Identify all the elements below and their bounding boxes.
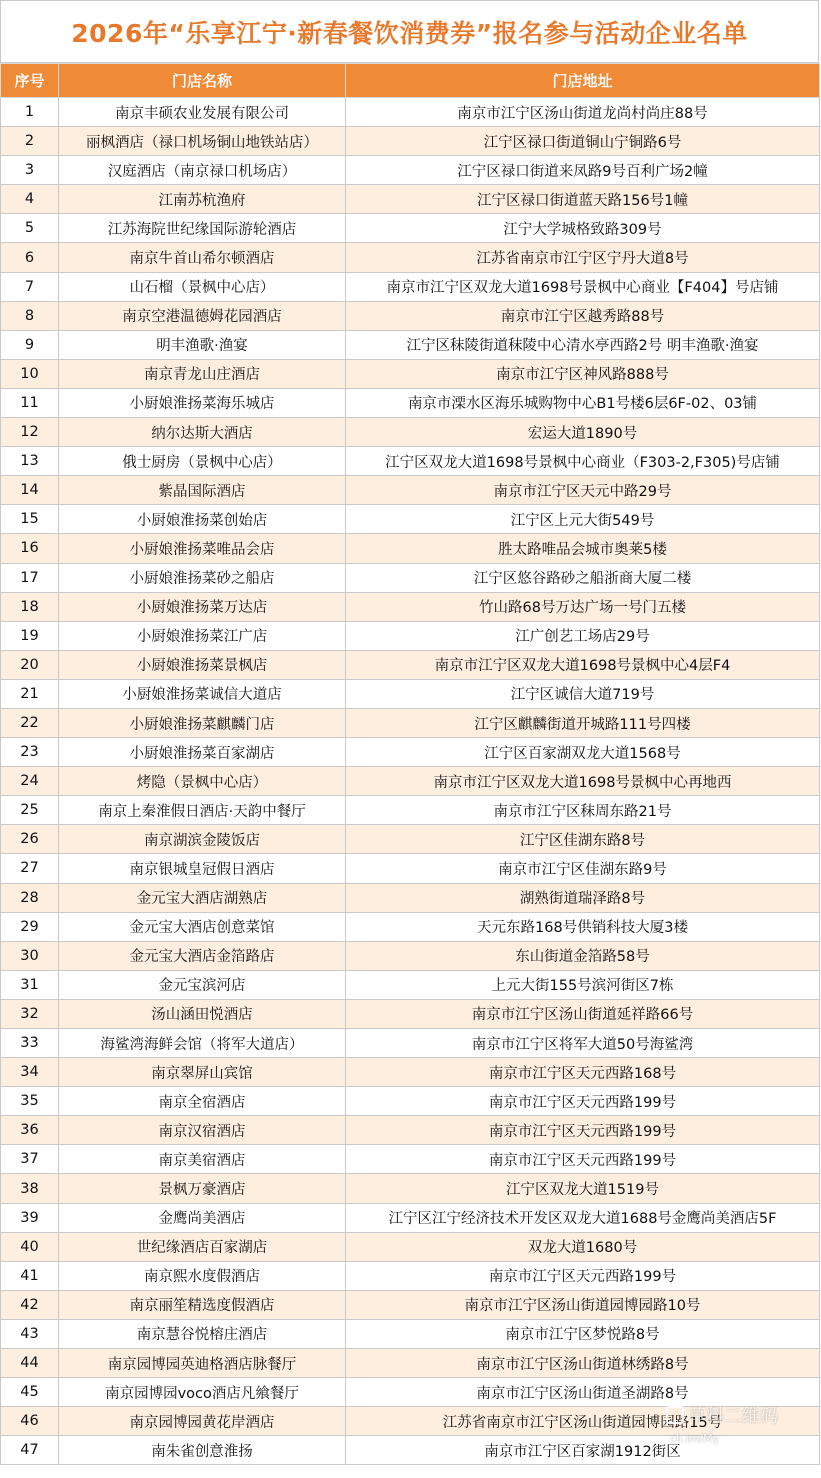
cell-no: 25 bbox=[1, 796, 59, 825]
cell-no: 3 bbox=[1, 156, 59, 185]
cell-store-address: 南京市江宁区百家湖1912街区 bbox=[346, 1436, 820, 1465]
cell-store-name: 汉庭酒店（南京禄口机场店） bbox=[59, 156, 346, 185]
cell-store-address: 江宁区江宁经济技术开发区双龙大道1688号金鹰尚美酒店5F bbox=[346, 1203, 820, 1232]
table-row bbox=[1, 1290, 820, 1319]
cell-store-name: 烤隐（景枫中心店） bbox=[59, 767, 346, 796]
table-row bbox=[1, 1058, 820, 1087]
cell-store-address: 南京市江宁区天元西路199号 bbox=[346, 1261, 820, 1290]
cell-no: 46 bbox=[1, 1407, 59, 1436]
cell-no: 26 bbox=[1, 825, 59, 854]
cell-store-address: 南京市江宁区越秀路88号 bbox=[346, 301, 820, 330]
cell-store-address: 宏运大道1890号 bbox=[346, 418, 820, 447]
page-title: 2026年“乐享江宁·新春餐饮消费券”报名参与活动企业名单 bbox=[71, 18, 748, 48]
table-row bbox=[1, 1232, 820, 1261]
cell-no: 43 bbox=[1, 1319, 59, 1348]
cell-store-name: 南京慧谷悦榕庄酒店 bbox=[59, 1319, 346, 1348]
cell-no: 11 bbox=[1, 388, 59, 417]
cell-store-name: 南京美宿酒店 bbox=[59, 1145, 346, 1174]
cell-no: 9 bbox=[1, 330, 59, 359]
watermark-sub: cli.im/My bbox=[670, 1432, 720, 1445]
cell-store-name: 南京湖滨金陵饭店 bbox=[59, 825, 346, 854]
cell-no: 21 bbox=[1, 679, 59, 708]
cell-store-name: 山石榴（景枫中心店） bbox=[59, 272, 346, 301]
cell-no: 32 bbox=[1, 999, 59, 1028]
cell-store-address: 南京市江宁区佳湖东路9号 bbox=[346, 854, 820, 883]
cell-store-name: 紫晶国际酒店 bbox=[59, 476, 346, 505]
table-row bbox=[1, 1029, 820, 1058]
cell-store-address: 胜太路唯品会城市奥莱5楼 bbox=[346, 534, 820, 563]
cell-store-address: 江苏省南京市江宁区宁丹大道8号 bbox=[346, 243, 820, 272]
cell-no: 14 bbox=[1, 476, 59, 505]
cell-store-address: 南京市江宁区汤山街道园博园路10号 bbox=[346, 1290, 820, 1319]
cell-store-address: 南京市江宁区天元中路29号 bbox=[346, 476, 820, 505]
table-row bbox=[1, 330, 820, 359]
cell-store-name: 纳尔达斯大酒店 bbox=[59, 418, 346, 447]
cell-store-address: 江宁区禄口街道铜山宁铜路6号 bbox=[346, 127, 820, 156]
cell-store-address: 江宁区上元大街549号 bbox=[346, 505, 820, 534]
cell-store-name: 南朱雀创意淮扬 bbox=[59, 1436, 346, 1465]
cell-no: 16 bbox=[1, 534, 59, 563]
table-row bbox=[1, 185, 820, 214]
table-row bbox=[1, 563, 820, 592]
cell-store-name: 小厨娘淮扬菜创始店 bbox=[59, 505, 346, 534]
table-row bbox=[1, 1203, 820, 1232]
cell-no: 23 bbox=[1, 738, 59, 767]
cell-store-address: 天元东路168号供销科技大厦3楼 bbox=[346, 912, 820, 941]
cell-no: 24 bbox=[1, 767, 59, 796]
cell-store-address: 南京市江宁区双龙大道1698号景枫中心4层F4 bbox=[346, 650, 820, 679]
cell-no: 31 bbox=[1, 970, 59, 999]
cell-store-address: 江宁区佳湖东路8号 bbox=[346, 825, 820, 854]
cell-store-name: 小厨娘淮扬菜诚信大道店 bbox=[59, 679, 346, 708]
cell-store-address: 江宁区悠谷路砂之船浙商大厦二楼 bbox=[346, 563, 820, 592]
cell-store-name: 南京上秦淮假日酒店·天韵中餐厅 bbox=[59, 796, 346, 825]
cell-store-address: 南京市江宁区秣周东路21号 bbox=[346, 796, 820, 825]
cell-no: 45 bbox=[1, 1378, 59, 1407]
cell-no: 47 bbox=[1, 1436, 59, 1465]
cell-no: 2 bbox=[1, 127, 59, 156]
cell-store-address: 江宁区百家湖双龙大道1568号 bbox=[346, 738, 820, 767]
cell-no: 34 bbox=[1, 1058, 59, 1087]
cell-store-name: 小厨娘淮扬菜唯品会店 bbox=[59, 534, 346, 563]
cell-no: 4 bbox=[1, 185, 59, 214]
table-row bbox=[1, 388, 820, 417]
cell-no: 36 bbox=[1, 1116, 59, 1145]
cell-store-address: 南京市江宁区双龙大道1698号景枫中心再地西 bbox=[346, 767, 820, 796]
cell-no: 41 bbox=[1, 1261, 59, 1290]
cell-no: 42 bbox=[1, 1290, 59, 1319]
table-row bbox=[1, 447, 820, 476]
cell-no: 30 bbox=[1, 941, 59, 970]
table-row bbox=[1, 1378, 820, 1407]
table-row bbox=[1, 214, 820, 243]
cell-store-name: 南京熙水度假酒店 bbox=[59, 1261, 346, 1290]
cell-store-address: 南京市江宁区双龙大道1698号景枫中心商业【F404】号店铺 bbox=[346, 272, 820, 301]
table-row bbox=[1, 650, 820, 679]
cell-store-address: 南京市江宁区汤山街道圣湖路8号 bbox=[346, 1378, 820, 1407]
table-row bbox=[1, 1174, 820, 1203]
cell-store-address: 南京市江宁区汤山街道延祥路66号 bbox=[346, 999, 820, 1028]
table-row bbox=[1, 272, 820, 301]
table-row bbox=[1, 301, 820, 330]
table-row bbox=[1, 1349, 820, 1378]
cell-store-name: 金元宝大酒店金箔路店 bbox=[59, 941, 346, 970]
cell-store-address: 江宁区禄口街道蓝天路156号1幢 bbox=[346, 185, 820, 214]
cell-store-name: 南京牛首山希尔顿酒店 bbox=[59, 243, 346, 272]
cell-store-name: 景枫万豪酒店 bbox=[59, 1174, 346, 1203]
cell-store-name: 南京丽笙精选度假酒店 bbox=[59, 1290, 346, 1319]
cell-no: 19 bbox=[1, 621, 59, 650]
cell-store-name: 江南苏杭渔府 bbox=[59, 185, 346, 214]
cell-store-name: 江苏海院世纪缘国际游轮酒店 bbox=[59, 214, 346, 243]
cell-no: 17 bbox=[1, 563, 59, 592]
table-row bbox=[1, 505, 820, 534]
table-row bbox=[1, 1436, 820, 1465]
cell-store-name: 南京汉宿酒店 bbox=[59, 1116, 346, 1145]
cell-no: 39 bbox=[1, 1203, 59, 1232]
table-row bbox=[1, 1319, 820, 1348]
table-row bbox=[1, 854, 820, 883]
cell-store-name: 海鲨湾海鲜会馆（将军大道店） bbox=[59, 1029, 346, 1058]
table-row bbox=[1, 999, 820, 1028]
table-row bbox=[1, 359, 820, 388]
table-row bbox=[1, 621, 820, 650]
cell-no: 7 bbox=[1, 272, 59, 301]
cell-no: 15 bbox=[1, 505, 59, 534]
table-row bbox=[1, 941, 820, 970]
cell-store-address: 江苏省南京市江宁区汤山街道园博园路15号 bbox=[346, 1407, 820, 1436]
cell-store-name: 南京全宿酒店 bbox=[59, 1087, 346, 1116]
cell-store-address: 江广创艺工场店29号 bbox=[346, 621, 820, 650]
cell-store-name: 南京翠屏山宾馆 bbox=[59, 1058, 346, 1087]
cell-store-name: 南京空港温德姆花园酒店 bbox=[59, 301, 346, 330]
cell-store-name: 南京园博园黄花岸酒店 bbox=[59, 1407, 346, 1436]
cell-no: 38 bbox=[1, 1174, 59, 1203]
title-bar bbox=[0, 0, 819, 63]
cell-store-address: 南京市江宁区神风路888号 bbox=[346, 359, 820, 388]
cell-no: 44 bbox=[1, 1349, 59, 1378]
enterprise-table bbox=[0, 63, 820, 1465]
table-row bbox=[1, 418, 820, 447]
cell-store-name: 小厨娘淮扬菜砂之船店 bbox=[59, 563, 346, 592]
table-row bbox=[1, 679, 820, 708]
cell-no: 10 bbox=[1, 359, 59, 388]
cell-store-name: 南京园博园voco酒店凡飨餐厅 bbox=[59, 1378, 346, 1407]
cell-store-name: 世纪缘酒店百家湖店 bbox=[59, 1232, 346, 1261]
cell-no: 12 bbox=[1, 418, 59, 447]
cell-store-name: 俄士厨房（景枫中心店） bbox=[59, 447, 346, 476]
cell-store-address: 东山街道金箔路58号 bbox=[346, 941, 820, 970]
header-no: 序号 bbox=[1, 64, 59, 98]
table-row bbox=[1, 127, 820, 156]
cell-store-address: 江宁区双龙大道1698号景枫中心商业（F303-2,F305)号店铺 bbox=[346, 447, 820, 476]
cell-store-address: 南京市江宁区天元西路168号 bbox=[346, 1058, 820, 1087]
cell-store-name: 汤山涵田悦酒店 bbox=[59, 999, 346, 1028]
cell-store-name: 南京园博园英迪格酒店脉餐厅 bbox=[59, 1349, 346, 1378]
cell-store-address: 南京市江宁区天元西路199号 bbox=[346, 1145, 820, 1174]
cell-store-name: 小厨娘淮扬菜麒麟门店 bbox=[59, 708, 346, 737]
table-row bbox=[1, 156, 820, 185]
header-store-name: 门店名称 bbox=[59, 64, 346, 98]
cell-no: 33 bbox=[1, 1029, 59, 1058]
cell-store-address: 南京市江宁区梦悦路8号 bbox=[346, 1319, 820, 1348]
cell-store-address: 南京市江宁区汤山街道龙尚村尚庄88号 bbox=[346, 98, 820, 127]
cell-store-name: 金鹰尚美酒店 bbox=[59, 1203, 346, 1232]
cell-no: 37 bbox=[1, 1145, 59, 1174]
table-row bbox=[1, 738, 820, 767]
cell-no: 13 bbox=[1, 447, 59, 476]
table-row bbox=[1, 796, 820, 825]
cell-no: 40 bbox=[1, 1232, 59, 1261]
cell-store-address: 南京市江宁区汤山街道林绣路8号 bbox=[346, 1349, 820, 1378]
table-body bbox=[1, 98, 820, 1465]
cell-no: 35 bbox=[1, 1087, 59, 1116]
cell-store-address: 湖熟街道瑞泽路8号 bbox=[346, 883, 820, 912]
cell-store-address: 竹山路68号万达广场一号门五楼 bbox=[346, 592, 820, 621]
cell-no: 1 bbox=[1, 98, 59, 127]
cell-store-name: 金元宝滨河店 bbox=[59, 970, 346, 999]
table-row bbox=[1, 970, 820, 999]
cell-store-name: 明丰渔歌·渔宴 bbox=[59, 330, 346, 359]
cell-store-name: 小厨娘淮扬菜江广店 bbox=[59, 621, 346, 650]
table-row bbox=[1, 1261, 820, 1290]
cell-store-name: 丽枫酒店（禄口机场铜山地铁站店） bbox=[59, 127, 346, 156]
table-row bbox=[1, 912, 820, 941]
cell-store-address: 南京市江宁区天元西路199号 bbox=[346, 1087, 820, 1116]
table-header-row bbox=[1, 64, 820, 98]
cell-store-name: 南京丰硕农业发展有限公司 bbox=[59, 98, 346, 127]
table-row bbox=[1, 534, 820, 563]
cell-no: 18 bbox=[1, 592, 59, 621]
cell-store-address: 江宁区秣陵街道秣陵中心清水亭西路2号 明丰渔歌·渔宴 bbox=[346, 330, 820, 359]
cell-store-address: 江宁区诚信大道719号 bbox=[346, 679, 820, 708]
cell-store-address: 南京市江宁区将军大道50号海鲨湾 bbox=[346, 1029, 820, 1058]
cell-store-address: 双龙大道1680号 bbox=[346, 1232, 820, 1261]
cell-store-name: 小厨娘淮扬菜景枫店 bbox=[59, 650, 346, 679]
table-row bbox=[1, 1407, 820, 1436]
table-row bbox=[1, 243, 820, 272]
table-row bbox=[1, 883, 820, 912]
cell-store-name: 南京青龙山庄酒店 bbox=[59, 359, 346, 388]
cell-store-name: 金元宝大酒店湖熟店 bbox=[59, 883, 346, 912]
watermark-text: 草料二维码 bbox=[688, 1406, 778, 1427]
table-row bbox=[1, 592, 820, 621]
cell-store-address: 江宁区麒麟街道开城路111号四楼 bbox=[346, 708, 820, 737]
cell-store-name: 金元宝大酒店创意菜馆 bbox=[59, 912, 346, 941]
cell-store-name: 小厨娘淮扬菜万达店 bbox=[59, 592, 346, 621]
table-row bbox=[1, 1087, 820, 1116]
cell-no: 22 bbox=[1, 708, 59, 737]
cell-store-address: 江宁大学城格致路309号 bbox=[346, 214, 820, 243]
table-row bbox=[1, 708, 820, 737]
cell-store-address: 江宁区禄口街道来凤路9号百利广场2幢 bbox=[346, 156, 820, 185]
cell-no: 29 bbox=[1, 912, 59, 941]
cell-store-address: 江宁区双龙大道1519号 bbox=[346, 1174, 820, 1203]
cell-no: 27 bbox=[1, 854, 59, 883]
cell-store-name: 小厨娘淮扬菜百家湖店 bbox=[59, 738, 346, 767]
table-row bbox=[1, 1116, 820, 1145]
table-row bbox=[1, 767, 820, 796]
header-store-address: 门店地址 bbox=[346, 64, 820, 98]
table-row bbox=[1, 825, 820, 854]
cell-store-address: 上元大街155号滨河街区7栋 bbox=[346, 970, 820, 999]
cell-store-name: 南京银城皇冠假日酒店 bbox=[59, 854, 346, 883]
table-row bbox=[1, 476, 820, 505]
cell-store-name: 小厨娘淮扬菜海乐城店 bbox=[59, 388, 346, 417]
table-row bbox=[1, 98, 820, 127]
cell-no: 20 bbox=[1, 650, 59, 679]
cell-store-address: 南京市江宁区天元西路199号 bbox=[346, 1116, 820, 1145]
cell-no: 8 bbox=[1, 301, 59, 330]
cell-no: 6 bbox=[1, 243, 59, 272]
table-row bbox=[1, 1145, 820, 1174]
cell-no: 28 bbox=[1, 883, 59, 912]
cell-no: 5 bbox=[1, 214, 59, 243]
cell-store-address: 南京市溧水区海乐城购物中心B1号楼6层6F-02、03铺 bbox=[346, 388, 820, 417]
